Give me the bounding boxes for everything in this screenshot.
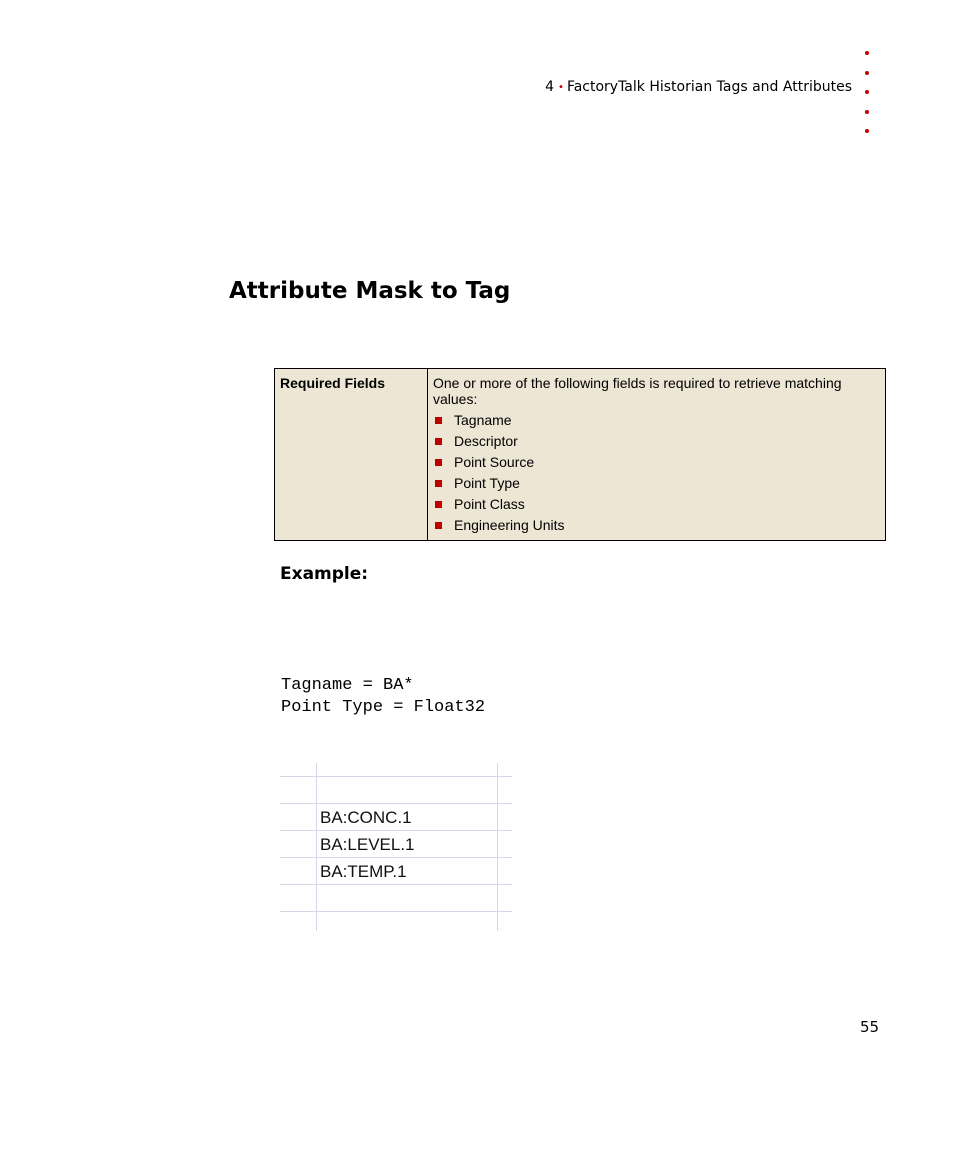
- required-fields-list: [433, 410, 880, 536]
- chapter-title: FactoryTalk Historian Tags and Attributes: [566, 79, 852, 95]
- required-fields-description: [428, 369, 886, 541]
- list-item-text: Descriptor: [454, 433, 518, 449]
- section-title: Attribute Mask to Tag: [229, 278, 511, 304]
- list-item-text: Point Source: [454, 454, 535, 470]
- page-number: 55: [860, 1018, 880, 1036]
- square-bullet-icon: [435, 417, 442, 424]
- grid-cell: BA:CONC.1: [320, 808, 412, 827]
- required-fields-table: [274, 368, 886, 541]
- grid-column-line: [497, 763, 498, 931]
- margin-dot: [865, 129, 869, 133]
- grid-row-line: [280, 911, 512, 912]
- square-bullet-icon: [435, 459, 442, 466]
- square-bullet-icon: [435, 522, 442, 529]
- list-item: [433, 494, 880, 515]
- chapter-number: 4: [545, 79, 555, 95]
- grid-cell: BA:TEMP.1: [320, 862, 407, 881]
- required-fields-intro: One or more of the following fields is required to retrieve matching values:: [433, 375, 842, 407]
- margin-dot: [865, 51, 869, 55]
- code-line: Point Type = Float32: [281, 698, 486, 717]
- list-item: [433, 473, 880, 494]
- list-item-text: Tagname: [454, 412, 512, 428]
- list-item: [433, 410, 880, 431]
- margin-dots-decoration: [865, 51, 873, 149]
- margin-dot: [865, 71, 869, 75]
- header-separator: •: [558, 82, 564, 93]
- required-fields-label: Required Fields: [275, 369, 428, 541]
- list-item: [433, 452, 880, 473]
- grid-column-line: [316, 763, 317, 931]
- list-item: [433, 515, 880, 536]
- square-bullet-icon: [435, 438, 442, 445]
- margin-dot: [865, 110, 869, 114]
- square-bullet-icon: [435, 501, 442, 508]
- list-item-text: Engineering Units: [454, 517, 565, 533]
- grid-row-line: [280, 776, 512, 777]
- list-item-text: Point Type: [454, 475, 520, 491]
- running-header: [545, 79, 852, 95]
- required-fields-row: [275, 369, 886, 541]
- square-bullet-icon: [435, 480, 442, 487]
- list-item: [433, 431, 880, 452]
- example-heading: Example:: [280, 564, 369, 584]
- example-code-block: [281, 675, 485, 719]
- margin-dot: [865, 90, 869, 94]
- code-line: Tagname = BA*: [281, 676, 414, 695]
- grid-cell: BA:LEVEL.1: [320, 835, 415, 854]
- list-item-text: Point Class: [454, 496, 525, 512]
- result-grid: [280, 763, 512, 931]
- grid-row-line: [280, 803, 512, 804]
